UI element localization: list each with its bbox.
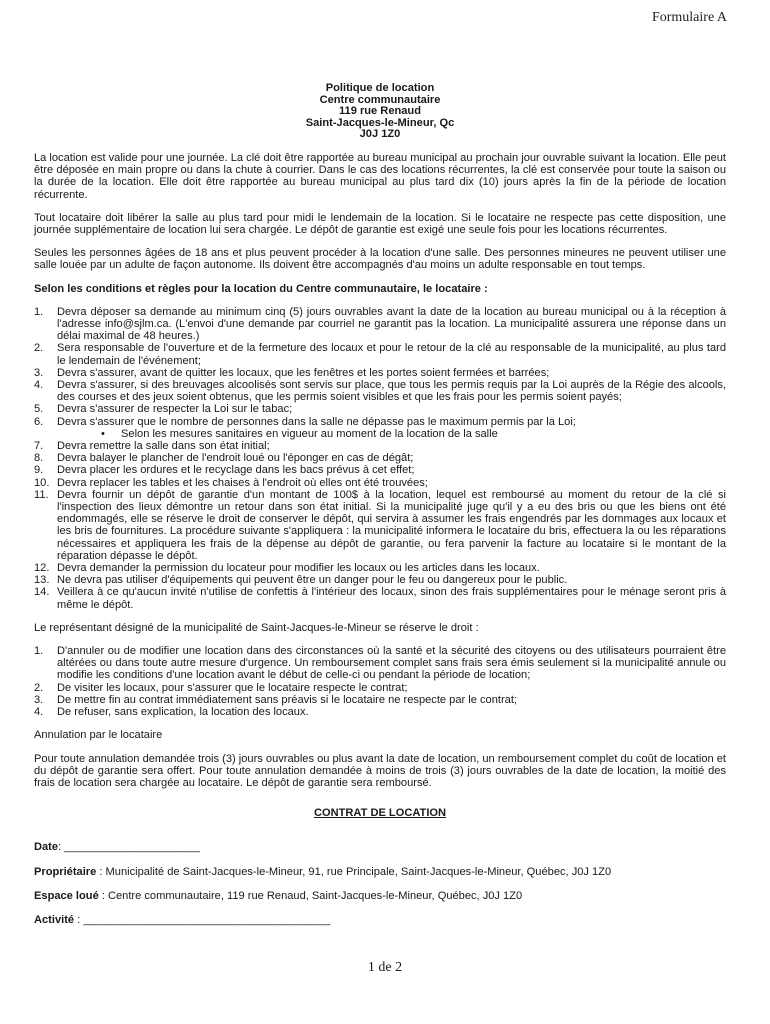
rights-list: [34, 645, 726, 718]
right-text: De mettre fin au contrat immédiatement sans préavis si le locataire ne respecte par le contrat;: [57, 693, 517, 706]
header-postal-code: J0J 1Z0: [359, 128, 401, 141]
right-number: 1.: [34, 645, 44, 658]
condition-number: 4.: [34, 379, 44, 392]
condition-sub-text: Selon les mesures sanitaires en vigueur au moment de la location de la salle: [121, 427, 498, 440]
condition-text: Ne devra pas utiliser d'équipements qui peuvent être un danger pour le feu ou dangereux pour le public.: [57, 574, 568, 587]
condition-item: [34, 464, 726, 476]
condition-text: Devra placer les ordures et le recyclage dans les bacs prévus à cet effet;: [57, 464, 415, 477]
right-item: [34, 694, 726, 706]
condition-number: 12.: [34, 562, 50, 575]
conditions-heading: Selon les conditions et règles pour la location du Centre communautaire, le locataire :: [34, 282, 488, 295]
header-street: 119 rue Renaud: [338, 105, 421, 118]
document-header: [34, 83, 726, 141]
condition-text: Veillera à ce qu'aucun invité n'utilise de confettis à l'intérieur des locaux, sinon des frais supplémentaires pour le ménage seront pris à même le dépôt.: [57, 586, 726, 611]
condition-text: Devra balayer le plancher de l'endroit loué ou l'éponger en cas de dégât;: [57, 452, 414, 465]
condition-number: 10.: [34, 476, 50, 489]
condition-text: Devra fournir un dépôt de garantie d'un montant de 100$ à la location, lequel est remboursé au moment du retour de la clé si l'inspection des lieux démontre un retour dans son état initial. Si la municipalité juge qu'il y a eu des bris ou que les biens ont été endommagés, elle se réserve le droit de conserver le dépôt, qui servira à assumer les frais engendrés par les dommages aux locaux et les bris de fournitures. La procédure suivante s'appliquera : la municipalité informera le locataire du bris, effectuera la ou les réparations nécessaires et appliquera les frais de la dépense au dépôt de garantie, ou fera parvenir la facture au locataire si le montant de la réparation dépasse le dépôt.: [57, 488, 726, 562]
condition-item: [34, 306, 726, 343]
condition-text: Sera responsable de l'ouverture et de la fermeture des locaux et pour le retour de la clé au responsable de la municipalité, au plus tard le lendemain de l'événement;: [57, 342, 726, 367]
condition-text: Devra s'assurer de respecter la Loi sur le tabac;: [57, 403, 293, 416]
condition-number: 8.: [34, 452, 44, 465]
condition-number: 9.: [34, 464, 44, 477]
right-item: [34, 706, 726, 718]
conditions-list: [34, 306, 726, 611]
document-content: [34, 83, 726, 938]
condition-item: [34, 342, 726, 366]
contract-title: CONTRAT DE LOCATION: [313, 807, 447, 820]
cancellation-text: Pour toute annulation demandée trois (3) jours ouvrables ou plus avant la date de location, un remboursement complet du coût de location et du dépôt de garantie sera offert. Pour toute annulation demandée à moins de trois (3) jours ouvrables de la date de location, la moitié des frais de location sera chargée au locataire. Le dépôt de garantie sera remboursé.: [34, 752, 726, 789]
condition-number: 11.: [34, 488, 49, 501]
space-value: : Centre communautaire, 119 rue Renaud, Saint-Jacques-le-Mineur, Québec, J0J 1Z0: [98, 889, 523, 902]
condition-text: Devra déposer sa demande au minimum cinq (5) jours ouvrables avant la date de la location au bureau municipal ou à la réception à l'adresse info@sjlm.ca. (L'envoi d'une demande par courriel ne garantit pas la location. La municipalité assurera une réponse dans un délai maximal de 48 heures.): [57, 305, 726, 343]
owner-label: Propriétaire: [34, 865, 97, 878]
condition-text: Devra s'assurer que le nombre de personnes dans la salle ne dépasse pas le maximum permis par la Loi;: [57, 415, 576, 428]
condition-item: [34, 416, 726, 440]
date-label: Date: [34, 841, 59, 854]
condition-text: Devra s'assurer, si des breuvages alcoolisés sont servis sur place, que tous les permis requis par la Loi auprès de la Régie des alcools, des courses et des jeux soient obtenus, que les permis soient visibles et que les frais pour les permis soient payés;: [57, 379, 726, 404]
right-item: [34, 645, 726, 682]
condition-text: Devra remettre la salle dans son état initial;: [57, 440, 270, 453]
header-city: Saint-Jacques-le-Mineur, Qc: [305, 116, 455, 129]
rights-intro: Le représentant désigné de la municipalité de Saint-Jacques-le-Mineur se réserve le droit :: [34, 621, 479, 634]
activity-value: : ________________________________________: [74, 913, 331, 926]
condition-number: 1.: [34, 305, 44, 318]
condition-number: 13.: [34, 574, 50, 587]
right-text: De visiter les locaux, pour s'assurer que le locataire respecte le contrat;: [57, 681, 408, 694]
space-label: Espace loué: [34, 889, 99, 902]
header-venue: Centre communautaire: [319, 93, 441, 106]
condition-number: 7.: [34, 440, 44, 453]
header-title: Politique de location: [325, 82, 435, 94]
right-number: 3.: [34, 693, 44, 706]
page-number: 1 de 2: [367, 960, 403, 975]
date-field[interactable]: [34, 841, 726, 853]
right-text: D'annuler ou de modifier une location dans des circonstances où la santé et la sécurité des citoyens ou des utilisateurs pourraient être altérées ou dans toute autre mesure d'urgence. Un remboursement complet sans frais sera émis seulement si la municipalité annule ou modifie les conditions d'une location avant le début de celle-ci ou pendant la période de location;: [57, 645, 726, 682]
condition-item: [34, 477, 726, 489]
condition-number: 14.: [34, 586, 50, 599]
owner-field: [34, 866, 726, 878]
condition-item: [34, 403, 726, 415]
cancellation-heading: Annulation par le locataire: [34, 729, 163, 742]
right-number: 4.: [34, 706, 44, 719]
date-value: : ______________________: [58, 841, 200, 854]
right-item: [34, 682, 726, 694]
intro-paragraph-validity: La location est valide pour une journée. La clé doit être rapportée au bureau municipal au prochain jour ouvrable suivant la location. Elle peut être déposée en main propre ou dans la chute à courrier. Dans le cas des locations récurrentes, la clé est conservée pour toute la saison ou la durée de la location. Elle doit être rapportée au bureau municipal au plus tard dix (10) jours après la fin de la période de location récurrente.: [34, 151, 726, 201]
condition-text: Devra replacer les tables et les chaises à l'endroit où elles ont été trouvées;: [57, 476, 428, 489]
condition-number: 5.: [34, 403, 44, 416]
condition-item: [34, 562, 726, 574]
condition-item: [34, 574, 726, 586]
form-label: Formulaire A: [651, 10, 727, 25]
condition-sub-item: [57, 428, 726, 440]
condition-number: 2.: [34, 342, 44, 355]
condition-item: [34, 379, 726, 403]
condition-item: [34, 586, 726, 610]
activity-field[interactable]: [34, 914, 726, 926]
condition-number: 3.: [34, 366, 44, 379]
condition-item: [34, 440, 726, 452]
space-field: [34, 890, 726, 902]
condition-item: [34, 367, 726, 379]
condition-text: Devra demander la permission du locateur pour modifier les locaux ou les articles dans les locaux.: [57, 562, 540, 575]
condition-text: Devra s'assurer, avant de quitter les locaux, que les fenêtres et les portes soient fermées et barrées;: [57, 366, 550, 379]
condition-item: [34, 489, 726, 562]
intro-paragraph-age: Seules les personnes âgées de 18 ans et plus peuvent procéder à la location d'une salle. Des personnes mineures ne peuvent utiliser une salle louée par un adulte de façon autonome. Ils doivent être accompagnés d'au moins un adulte responsable en tout temps.: [34, 247, 726, 272]
condition-number: 6.: [34, 415, 44, 428]
bullet-icon: •: [101, 427, 105, 440]
condition-sub-list: [57, 428, 726, 440]
intro-paragraph-checkout: Tout locataire doit libérer la salle au plus tard pour midi le lendemain de la location. Si le locataire ne respecte pas cette disposition, une journée supplémentaire de location lui sera chargée. Le dépôt de garantie est exigé une seule fois pour les locations récurrentes.: [34, 211, 726, 236]
right-number: 2.: [34, 681, 44, 694]
activity-label: Activité: [34, 913, 75, 926]
condition-item: [34, 452, 726, 464]
right-text: De refuser, sans explication, la location des locaux.: [57, 706, 309, 719]
owner-value: : Municipalité de Saint-Jacques-le-Mineur, 91, rue Principale, Saint-Jacques-le-Mineur, Québec, J0J 1Z0: [96, 865, 612, 878]
